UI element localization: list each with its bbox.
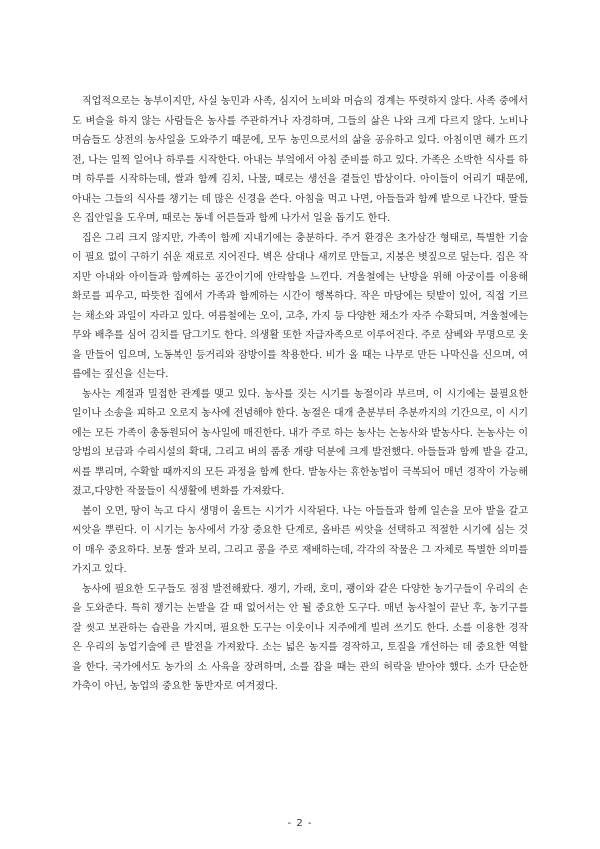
paragraph-farming-seasons: 농사는 계절과 밀접한 관계를 맺고 있다. 농사를 짓는 시기를 농절이라 부르며, 이 시기에는 불필요한 일이나 소송을 피하고 오로지 농사에 전념해야 한다. 농절은 대개 춘분부터 추분까지의 기간으로, 이 시기에는 모든 가족이 총동원되어 농사일에 매진한다. 내가 주로 하는 농사는 논농사와 밭농사다. 논농사는 이앙법의 보급과 수리시설의 확대, 그리고 벼의 품종 개량 덕분에 크게 발전했다. 아들들과 함께 밭을 갈고, 씨를 뿌리며, 수확할 때까지의 모든 과정을 함께 한다. 밭농사는 휴한농법이 극복되어 매년 경작이 가능해졌고,다양한 작물들이 식생활에 변화를 가져왔다. [72,388,528,497]
paragraph-housing: 집은 그리 크지 않지만, 가족이 함께 지내기에는 충분하다. 주거 환경은 초가삼간 형태로, 특별한 기술이 필요 없이 구하기 쉬운 재료로 지어진다. 벽은 삼대나 새끼로 만들고, 지붕은 볏짚으로 덮는다. 집은 작지만 아내와 아이들과 함께하는 공간이기에 안락함을 느낀다. 겨울철에는 난방을 위해 아궁이를 이용해 화로를 피우고, 따뜻한 집에서 가족과 함께하는 시간이 행복하다. 작은 마당에는 텃밭이 있어, 직접 기르는 채소와 과일이 자라고 있다. 여름철에는 오이, 고추, 가지 등 다양한 채소가 자주 수확되며, 겨울철에는 무와 배추를 심어 김치를 담그기도 한다. 의생활 또한 자급자족으로 이루어진다. 주로 삼베와 무명으로 옷을 만들어 입으며, 노동복인 등거리와 잠방이를 착용한다. 비가 올 때는 나무로 만든 나막신을 신으며, 여름에는 짚신을 신는다. [72,232,528,380]
paragraph-tools: 농사에 필요한 도구들도 점점 발전해왔다. 쟁기, 가래, 호미, 괭이와 같은 다양한 농기구들이 우리의 손을 도와준다. 특히 쟁기는 논밭을 갈 때 없어서는 안 될 중요한 도구다. 매년 농사철이 끝난 후, 농기구를 잘 씻고 보관하는 습관을 가지며, 필요한 도구는 이웃이나 지주에게 빌려 쓰기도 한다. 소를 이용한 경작은 우리의 농업기술에 큰 발전을 가져왔다. 소는 넓은 농지를 경작하고, 토질을 개선하는 데 중요한 역할을 한다. 국가에서도 농가의 소 사육을 장려하며, 소를 잡을 때는 관의 허락을 받아야 했다. 소가 단순한 가축이 아닌, 농업의 중요한 동반자로 여겨졌다. [72,583,528,692]
paragraph-spring: 봄이 오면, 땅이 녹고 다시 생명이 움트는 시기가 시작된다. 나는 아들들과 함께 일손을 모아 밭을 갈고 씨앗을 뿌린다. 이 시기는 농사에서 가장 중요한 단계로, 올바른 씨앗을 선택하고 적절한 시기에 심는 것이 매우 중요하다. 보통 쌀과 보리, 그리고 콩을 주로 재배하는데, 각각의 작물은 그 자체로 특별한 의미를 가지고 있다. [72,505,528,575]
document-body [72,92,528,697]
page-number: - 2 - [287,818,313,829]
paragraph-occupation: 직업적으로는 농부이지만, 사실 농민과 사족, 심지어 노비와 머슴의 경계는 뚜렷하지 않다. 사족 중에서도 벼슬을 하지 않는 사람들은 농사를 주관하거나 자경하며, 그들의 삶은 나와 크게 다르지 않다. 노비나 머슴들도 상전의 농사일을 도와주기 때문에, 모두 농민으로서의 삶을 공유하고 있다. 아침이면 해가 뜨기 전, 나는 일찍 일어나 하루를 시작한다. 아내는 부엌에서 아침 준비를 하고 있다. 가족은 소박한 식사를 하며 하루를 시작하는데, 쌀과 함께 김치, 나물, 때로는 생선을 곁들인 밥상이다. 아이들이 어리기 때문에, 아내는 그들의 식사를 챙기는 데 많은 신경을 쓴다. 아침을 먹고 나면, 아들들과 함께 밭으로 나간다. 딸들은 집안일을 도우며, 때로는 동네 어른들과 함께 나가서 일을 돕기도 한다. [72,96,528,224]
